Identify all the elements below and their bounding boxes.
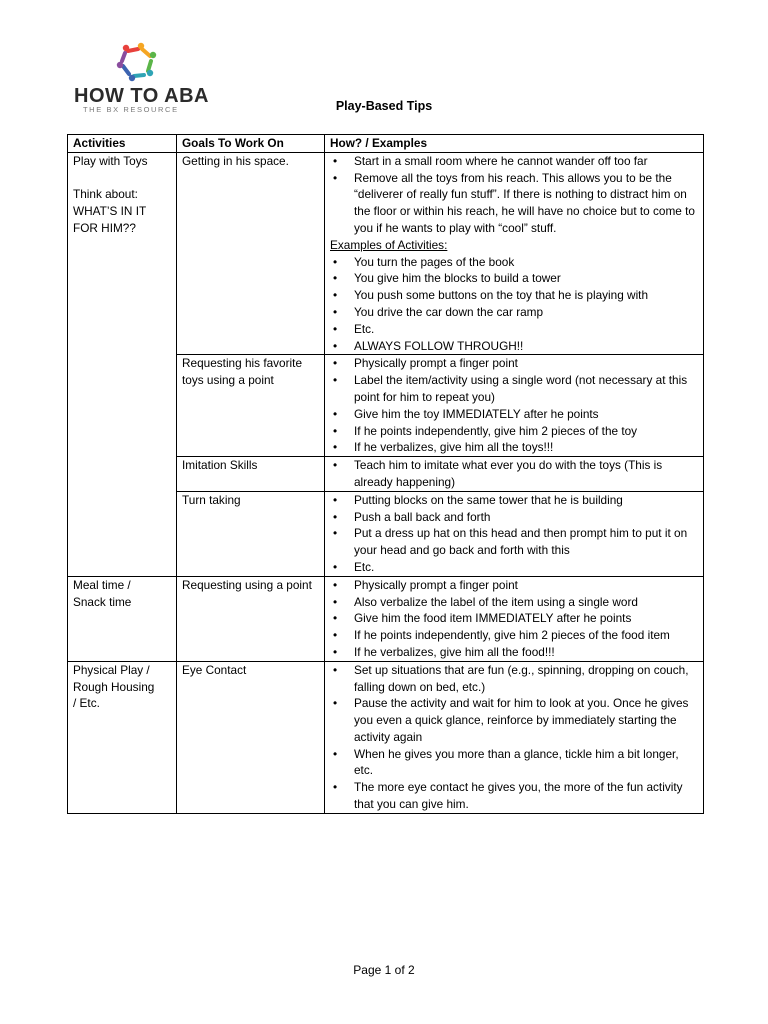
- list-item: • You drive the car down the car ramp: [330, 304, 699, 321]
- goal-cell: Requesting his favorite toys using a point: [177, 355, 325, 457]
- goal-cell: Turn taking: [177, 491, 325, 576]
- table-row: [68, 661, 704, 813]
- goal-cell: Imitation Skills: [177, 457, 325, 492]
- activity-cell-play: [68, 152, 177, 576]
- goal-cell: Eye Contact: [177, 661, 325, 813]
- activity-cell-meal: [68, 576, 177, 661]
- tips-table: [67, 134, 704, 814]
- header-activities: Activities: [68, 135, 177, 153]
- page-number: Page 1 of 2: [353, 963, 415, 977]
- examples-cell: [325, 457, 704, 492]
- list-item: • Pause the activity and wait for him to look at you. Once he gives you even a quick glance, reinforce by immediately starting the activity again: [330, 695, 699, 745]
- list-item: • Set up situations that are fun (e.g., spinning, dropping on couch, falling down on bed, etc.): [330, 662, 699, 696]
- list-item: • Give him the food item IMMEDIATELY after he points: [330, 610, 699, 627]
- header-goals: Goals To Work On: [177, 135, 325, 153]
- table-header-row: [68, 135, 704, 153]
- think-about-text: Think about:: [73, 187, 138, 202]
- list-item: • Start in a small room where he cannot wander off too far: [330, 153, 699, 170]
- examples-cell: [325, 661, 704, 813]
- examples-cell: [325, 491, 704, 576]
- think-about-text: WHAT’S IN IT: [73, 204, 147, 219]
- activity-label: Physical Play /: [73, 662, 150, 677]
- examples-cell: [325, 355, 704, 457]
- examples-cell: [325, 152, 704, 355]
- goal-cell: Requesting using a point: [177, 576, 325, 661]
- list-item: • Push a ball back and forth: [330, 509, 699, 526]
- activity-label: Snack time: [73, 594, 132, 609]
- list-item: • You turn the pages of the book: [330, 254, 699, 271]
- list-item: • Teach him to imitate what ever you do with the toys (This is already happening): [330, 457, 699, 491]
- activity-label: Rough Housing: [73, 679, 155, 694]
- list-item: • Also verbalize the label of the item using a single word: [330, 594, 699, 611]
- list-item: • Physically prompt a finger point: [330, 355, 699, 372]
- list-item: • Put a dress up hat on this head and then prompt him to put it on your head and go back and forth with this: [330, 525, 699, 559]
- activity-label: Play with Toys: [73, 153, 148, 168]
- examples-cell: [325, 576, 704, 661]
- activity-cell-physical: [68, 661, 177, 813]
- table-row: [68, 152, 704, 355]
- list-item: • You give him the blocks to build a tower: [330, 270, 699, 287]
- activity-label: / Etc.: [73, 696, 100, 711]
- list-item: • When he gives you more than a glance, tickle him a bit longer, etc.: [330, 746, 699, 780]
- logo-name: HOW TO ABA: [74, 85, 209, 107]
- list-item: • Give him the toy IMMEDIATELY after he points: [330, 406, 699, 423]
- list-item: • ALWAYS FOLLOW THROUGH!!: [330, 338, 699, 355]
- header-how: How? / Examples: [325, 135, 704, 153]
- list-item: • Label the item/activity using a single word (not necessary at this point for him to repeat you): [330, 372, 699, 406]
- list-item: • Etc.: [330, 321, 699, 338]
- examples-subheading: Examples of Activities:: [330, 237, 448, 252]
- activity-label: Meal time /: [73, 577, 131, 592]
- goal-cell: Getting in his space.: [177, 152, 325, 355]
- list-item: • If he verbalizes, give him all the food!!!: [330, 644, 699, 661]
- table-row: [68, 576, 704, 661]
- list-item: • If he points independently, give him 2 pieces of the toy: [330, 423, 699, 440]
- list-item: • If he verbalizes, give him all the toys!!!: [330, 439, 699, 456]
- page-title: Play-Based Tips: [335, 99, 433, 113]
- think-about-text: FOR HIM??: [73, 220, 136, 235]
- people-circle-icon: [114, 42, 160, 82]
- logo-tagline: THE BX RESOURCE: [83, 105, 179, 114]
- list-item: • You push some buttons on the toy that he is playing with: [330, 287, 699, 304]
- list-item: • The more eye contact he gives you, the more of the fun activity that you can give him.: [330, 779, 699, 813]
- list-item: • Physically prompt a finger point: [330, 577, 699, 594]
- list-item: • Remove all the toys from his reach. This allows you to be the “deliverer of really fun stuff”. If there is nothing to distract him on the floor or within his reach, he will have no choice but to come to you if he wants to play with “cool” stuff.: [330, 170, 699, 237]
- list-item: • Etc.: [330, 559, 699, 576]
- list-item: • Putting blocks on the same tower that he is building: [330, 492, 699, 509]
- list-item: • If he points independently, give him 2 pieces of the food item: [330, 627, 699, 644]
